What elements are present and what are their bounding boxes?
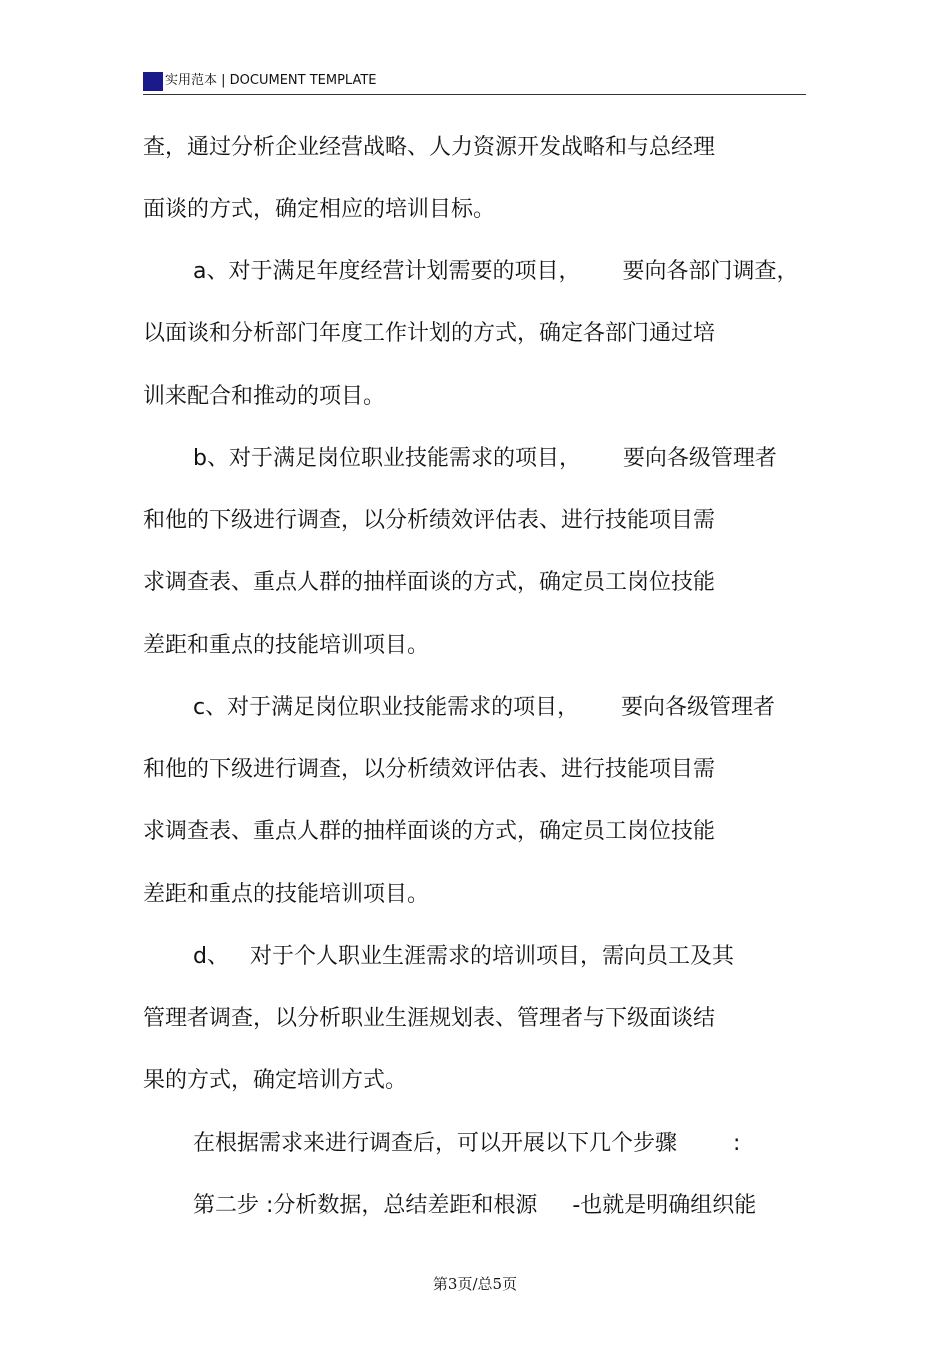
body-line: 和他的下级进行调查，以分析绩效评估表、进行技能项目需 xyxy=(143,508,716,533)
body-line: 以面谈和分析部门年度工作计划的方式，确定各部门通过培 xyxy=(143,321,716,346)
body-line: d、 对于个人职业生涯需求的培训项目，需向员工及其 xyxy=(193,944,734,969)
body-line: 差距和重点的技能培训项目。 xyxy=(143,633,430,658)
body-line: 果的方式，确定培训方式。 xyxy=(143,1068,408,1093)
body-line: 第二步 :分析数据，总结差距和根源 -也就是明确组织能 xyxy=(193,1193,757,1218)
body-line: 管理者调查，以分析职业生涯规划表、管理者与下级面谈结 xyxy=(143,1006,716,1031)
body-line: b、对于满足岗位职业技能需求的项目， 要向各级管理者 xyxy=(193,446,777,471)
body-line: c、对于满足岗位职业技能需求的项目， 要向各级管理者 xyxy=(193,695,776,720)
body-line: 面谈的方式，确定相应的培训目标。 xyxy=(143,197,496,222)
body-line: a、对于满足年度经营计划需要的项目， 要向各部门调查， xyxy=(193,259,799,284)
page-header xyxy=(143,70,806,95)
header-logo-icon xyxy=(143,72,163,91)
body-line: 求调查表、重点人群的抽样面谈的方式，确定员工岗位技能 xyxy=(143,570,716,595)
page-number: 第3页/总5页 xyxy=(432,1275,518,1293)
header-title: 实用范本 | DOCUMENT TEMPLATE xyxy=(165,73,377,88)
body-line: 在根据需求来进行调查后，可以开展以下几个步骤 : xyxy=(193,1131,741,1156)
body-line: 训来配合和推动的项目。 xyxy=(143,384,386,409)
body-line: 查，通过分析企业经营战略、人力资源开发战略和与总经理 xyxy=(143,135,716,160)
body-line: 求调查表、重点人群的抽样面谈的方式，确定员工岗位技能 xyxy=(143,819,716,844)
body-line: 和他的下级进行调查，以分析绩效评估表、进行技能项目需 xyxy=(143,757,716,782)
body-line: 差距和重点的技能培训项目。 xyxy=(143,882,430,907)
